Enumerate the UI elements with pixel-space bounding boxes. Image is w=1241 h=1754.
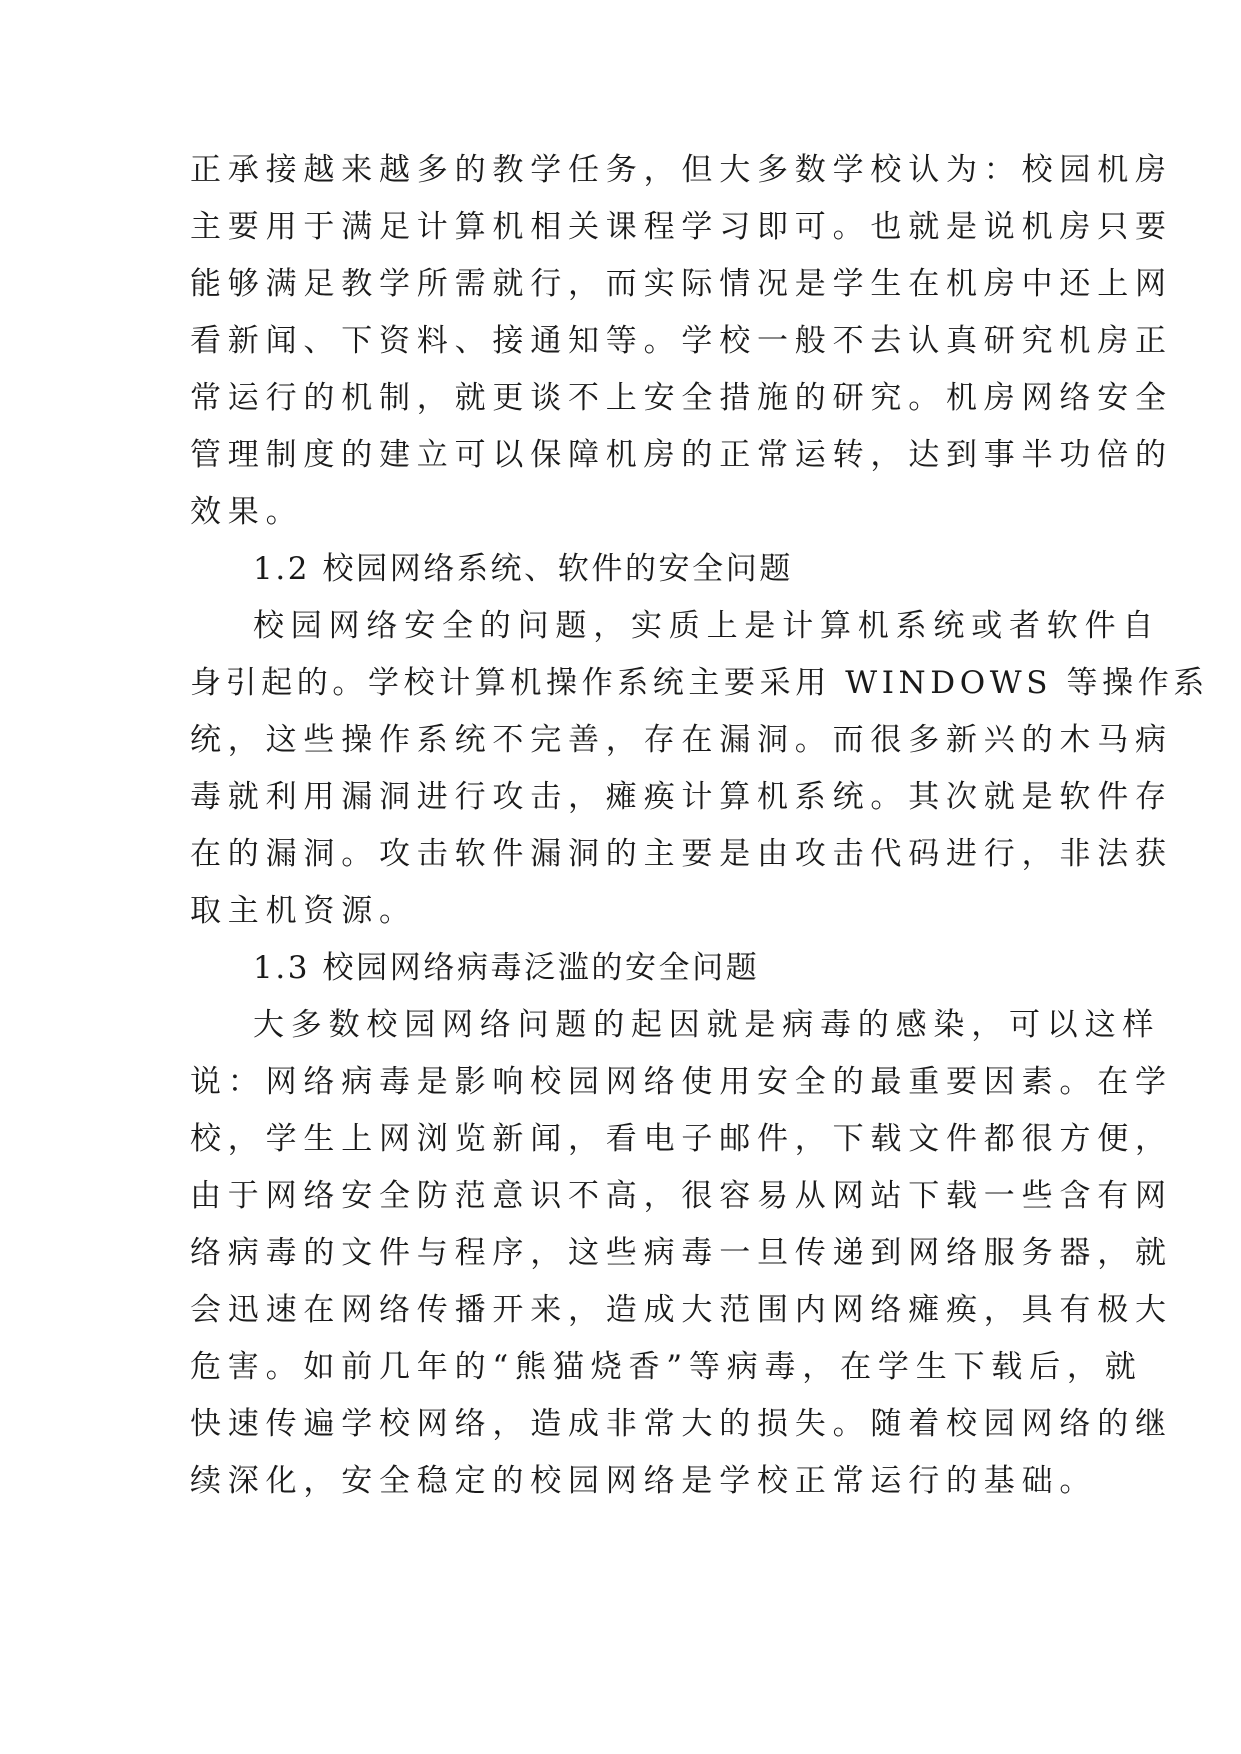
paragraph-3-line-8: 快速传遍学校网络，造成非常大的损失。随着校园网络的继 xyxy=(190,1406,1173,1442)
paragraph-1-line-5: 常运行的机制，就更谈不上安全措施的研究。机房网络安全 xyxy=(190,380,1173,416)
paragraph-3-line-6: 会迅速在网络传播开来，造成大范围内网络瘫痪，具有极大 xyxy=(190,1292,1173,1328)
paragraph-1-line-6: 管理制度的建立可以保障机房的正常运转，达到事半功倍的 xyxy=(190,437,1173,473)
paragraph-3-line-2: 说：网络病毒是影响校园网络使用安全的最重要因素。在学 xyxy=(190,1064,1173,1100)
paragraph-2-line-4: 毒就利用漏洞进行攻击，瘫痪计算机系统。其次就是软件存 xyxy=(190,779,1173,815)
paragraph-3-line-3: 校，学生上网浏览新闻，看电子邮件，下载文件都很方便， xyxy=(190,1121,1173,1157)
section-heading-1-3: 1.3 校园网络病毒泛滥的安全问题 xyxy=(253,950,760,986)
paragraph-3-line-1: 大多数校园网络问题的起因就是病毒的感染，可以这样 xyxy=(253,1007,1161,1043)
paragraph-3-line-4: 由于网络安全防范意识不高，很容易从网站下载一些含有网 xyxy=(190,1178,1173,1214)
section-heading-1-2: 1.2 校园网络系统、软件的安全问题 xyxy=(253,551,793,587)
paragraph-1-line-1: 正承接越来越多的教学任务，但大多数学校认为：校园机房 xyxy=(190,152,1173,188)
paragraph-2-line-6: 取主机资源。 xyxy=(190,893,417,929)
paragraph-2-line-3: 统，这些操作系统不完善，存在漏洞。而很多新兴的木马病 xyxy=(190,722,1173,758)
paragraph-1-line-2: 主要用于满足计算机相关课程学习即可。也就是说机房只要 xyxy=(190,209,1173,245)
paragraph-3-line-5: 络病毒的文件与程序，这些病毒一旦传递到网络服务器，就 xyxy=(190,1235,1173,1271)
paragraph-1-line-3: 能够满足教学所需就行，而实际情况是学生在机房中还上网 xyxy=(190,266,1173,302)
paragraph-2-line-2: 身引起的。学校计算机操作系统主要采用 WINDOWS 等操作系 xyxy=(190,665,1209,701)
paragraph-1-line-4: 看新闻、下资料、接通知等。学校一般不去认真研究机房正 xyxy=(190,323,1173,359)
paragraph-3-line-7: 危害。如前几年的“熊猫烧香”等病毒，在学生下载后，就 xyxy=(190,1349,1143,1385)
paragraph-2-line-5: 在的漏洞。攻击软件漏洞的主要是由攻击代码进行，非法获 xyxy=(190,836,1173,872)
paragraph-1-line-7: 效果。 xyxy=(190,494,304,530)
paragraph-3-line-9: 续深化，安全稳定的校园网络是学校正常运行的基础。 xyxy=(190,1463,1098,1499)
paragraph-2-line-1: 校园网络安全的问题，实质上是计算机系统或者软件自 xyxy=(253,608,1161,644)
